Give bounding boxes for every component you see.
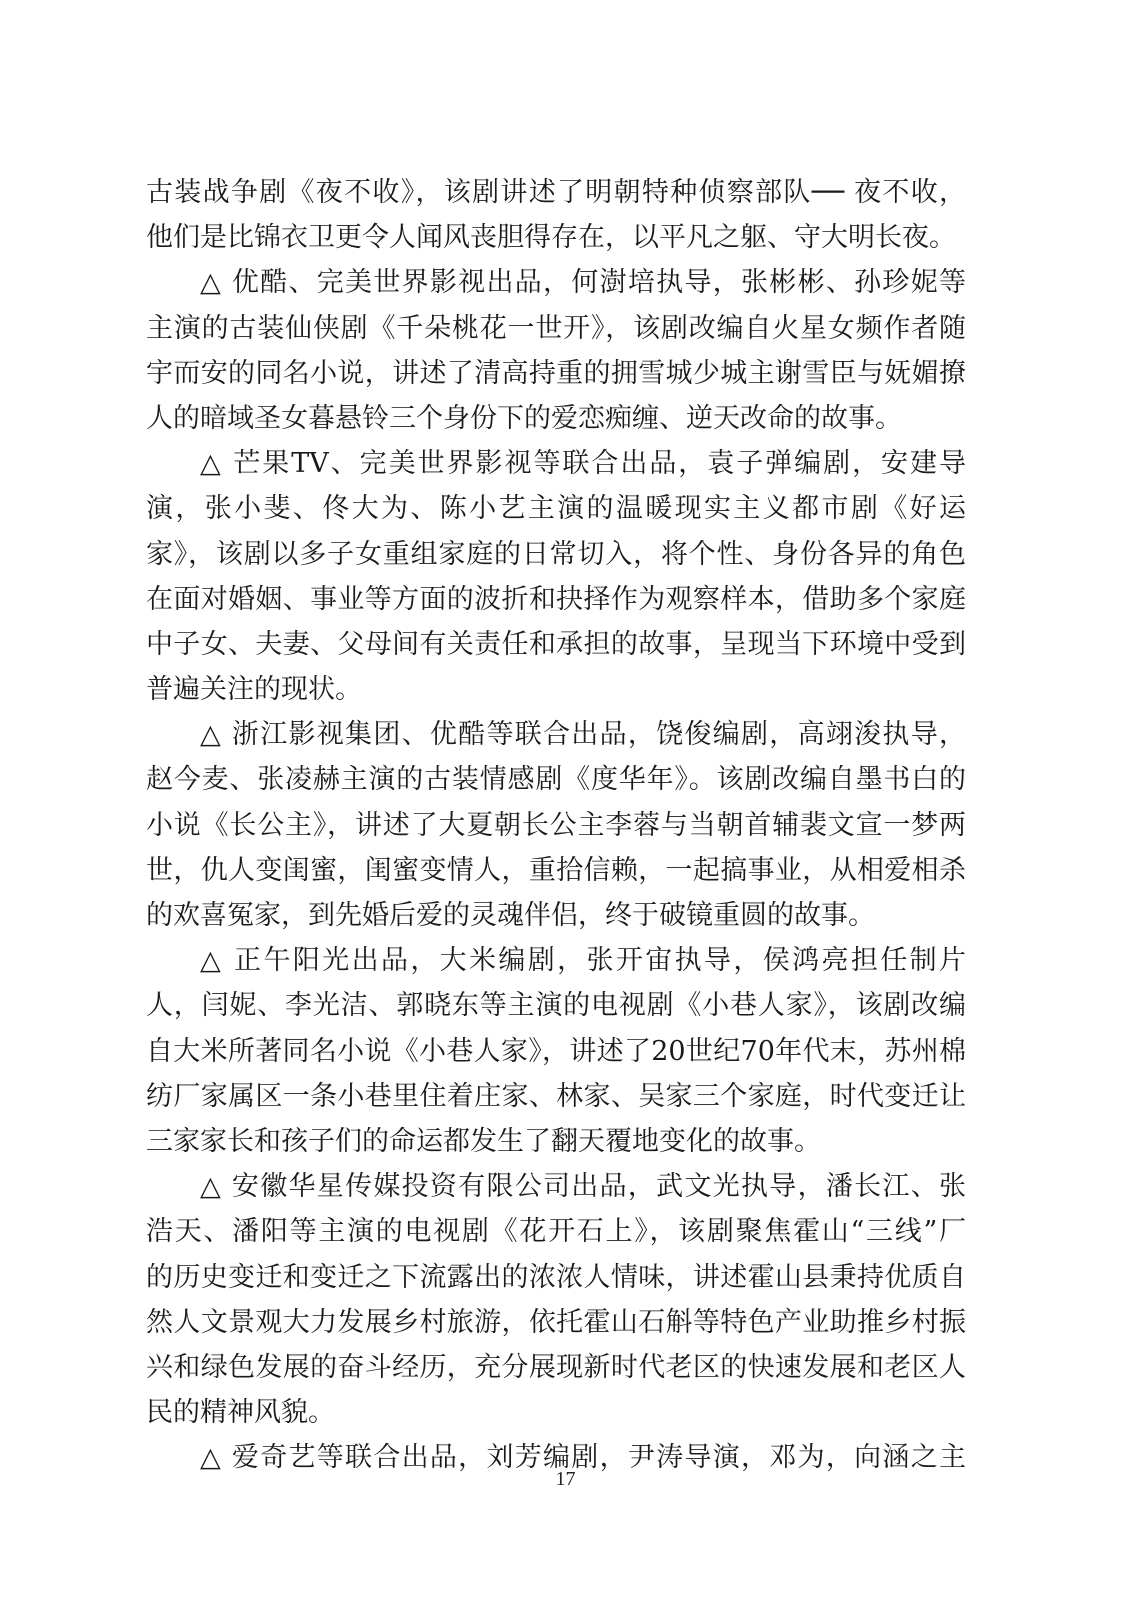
text-line: △ 优酷、完美世界影视出品，何澍培执导，张彬彬、孙珍妮等 xyxy=(200,267,966,299)
text-line: 中子女、夫妻、父母间有关责任和承担的故事，呈现当下环境中受到 xyxy=(146,628,966,660)
paragraph xyxy=(146,938,966,1164)
text-line: 古装战争剧《夜不收》，该剧讲述了明朝特种侦察部队── 夜不收， xyxy=(146,177,966,208)
text-line: 演，张小斐、佟大为、陈小艺主演的温暖现实主义都市剧《好运 xyxy=(146,493,966,525)
text-line: 的历史变迁和变迁之下流露出的浓浓人情味，讲述霍山县秉持优质自 xyxy=(146,1261,966,1293)
text-line: 纺厂家属区一条小巷里住着庄家、林家、吴家三个家庭，时代变迁让 xyxy=(146,1080,966,1112)
text-line: △ 安徽华星传媒投资有限公司出品，武文光执导，潘长江、张 xyxy=(200,1171,966,1203)
body-text xyxy=(146,170,966,1480)
text-line: 在面对婚姻、事业等方面的波折和抉择作为观察样本，借助多个家庭 xyxy=(146,583,966,615)
text-line: 普遍关注的现状。 xyxy=(146,674,362,706)
page-number: 17 xyxy=(555,1468,576,1490)
text-line: 人，闫妮、李光洁、郭晓东等主演的电视剧《小巷人家》，该剧改编 xyxy=(146,990,966,1022)
text-line: 他们是比锦衣卫更令人闻风丧胆得存在，以平凡之躯、守大明长夜。 xyxy=(146,222,956,254)
paragraph xyxy=(146,260,966,441)
text-line: 赵今麦、张凌赫主演的古装情感剧《度华年》。该剧改编自墨书白的 xyxy=(146,764,966,796)
text-line: 然人文景观大力发展乡村旅游，依托霍山石斛等特色产业助推乡村振 xyxy=(146,1306,966,1338)
text-line: 民的精神风貌。 xyxy=(146,1397,335,1429)
text-line: △ 爱奇艺等联合出品，刘芳编剧，尹涛导演，邓为，向涵之主 xyxy=(200,1442,966,1474)
text-line: 自大米所著同名小说《小巷人家》，讲述了20世纪70年代末，苏州棉 xyxy=(146,1035,966,1067)
text-line: 家》，该剧以多子女重组家庭的日常切入，将个性、身份各异的角色 xyxy=(146,538,966,570)
text-line: 宇而安的同名小说，讲述了清高持重的拥雪城少城主谢雪臣与妩媚撩 xyxy=(146,357,966,389)
text-line: 三家家长和孩子们的命运都发生了翻天覆地变化的故事。 xyxy=(146,1125,821,1157)
text-line: △ 正午阳光出品，大米编剧，张开宙执导，侯鸿亮担任制片 xyxy=(200,945,966,977)
text-line: 主演的古装仙侠剧《千朵桃花一世开》，该剧改编自火星女频作者随 xyxy=(146,312,966,344)
paragraph xyxy=(146,170,966,260)
text-line: △ 浙江影视集团、优酷等联合出品，饶俊编剧，高翊浚执导， xyxy=(200,719,966,751)
text-line: 世，仇人变闺蜜，闺蜜变情人，重拾信赖，一起搞事业，从相爱相杀 xyxy=(146,854,966,886)
text-line: 人的暗域圣女暮悬铃三个身份下的爱恋痴缠、逆天改命的故事。 xyxy=(146,402,902,434)
paragraph xyxy=(146,441,966,712)
paragraph xyxy=(146,712,966,938)
text-line: 小说《长公主》，讲述了大夏朝长公主李蓉与当朝首辅裴文宣一梦两 xyxy=(146,809,966,841)
paragraph xyxy=(146,1164,966,1435)
text-line: 兴和绿色发展的奋斗经历，充分展现新时代老区的快速发展和老区人 xyxy=(146,1351,966,1383)
text-line: △ 芒果TV、完美世界影视等联合出品，袁子弹编剧，安建导 xyxy=(200,448,966,480)
text-line: 的欢喜冤家，到先婚后爱的灵魂伴侣，终于破镜重圆的故事。 xyxy=(146,900,875,931)
text-line: 浩天、潘阳等主演的电视剧《花开石上》，该剧聚焦霍山“三线”厂 xyxy=(146,1216,966,1248)
